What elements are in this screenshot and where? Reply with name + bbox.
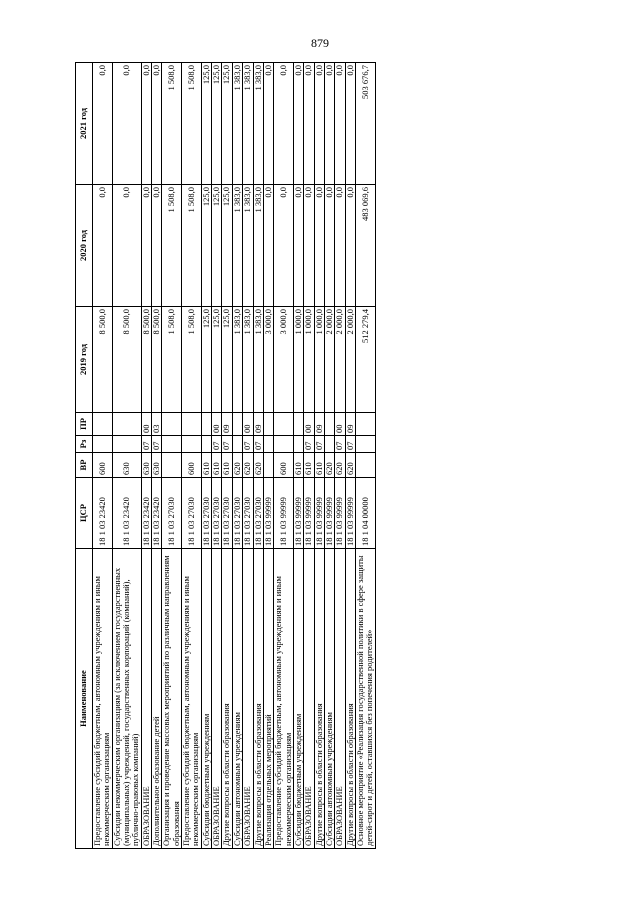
row-rz <box>293 436 303 453</box>
table-body <box>93 63 376 849</box>
row-rz: 07 <box>335 436 345 453</box>
row-value-2021: 125,0 <box>212 63 222 185</box>
row-value-2019: 2 000,0 <box>345 307 355 413</box>
row-rz: 07 <box>345 436 355 453</box>
row-value-2021: 0,0 <box>112 63 141 185</box>
row-vr: 620 <box>345 453 355 478</box>
row-value-2019: 1 383,0 <box>232 307 242 413</box>
row-rz <box>232 436 242 453</box>
row-pr <box>232 413 242 436</box>
row-value-2020: 1 383,0 <box>243 185 253 307</box>
row-csr: 18 1 03 99999 <box>345 478 355 549</box>
row-value-2020: 125,0 <box>212 185 222 307</box>
row-vr: 610 <box>293 453 303 478</box>
row-value-2020: 0,0 <box>263 185 273 307</box>
row-csr: 18 1 03 99999 <box>263 478 273 549</box>
row-vr: 630 <box>141 453 151 478</box>
row-pr <box>293 413 303 436</box>
row-name: Основное мероприятие «Реализация государственной политики в сфере защиты детей-сирот и детей, оставшихся без попечения родителей» <box>355 549 375 849</box>
row-value-2021: 0,0 <box>324 63 334 185</box>
row-pr <box>324 413 334 436</box>
row-csr: 18 1 03 23420 <box>93 478 113 549</box>
table-row <box>263 63 273 849</box>
row-vr: 620 <box>243 453 253 478</box>
row-csr: 18 1 03 27030 <box>243 478 253 549</box>
row-vr: 610 <box>201 453 211 478</box>
row-value-2020: 1 508,0 <box>162 185 182 307</box>
row-csr: 18 1 03 27030 <box>201 478 211 549</box>
row-csr: 18 1 03 99999 <box>314 478 324 549</box>
row-value-2021: 1 383,0 <box>232 63 242 185</box>
row-vr: 600 <box>93 453 113 478</box>
row-rz: 07 <box>304 436 314 453</box>
row-csr: 18 1 03 27030 <box>182 478 202 549</box>
row-value-2021: 0,0 <box>141 63 151 185</box>
row-value-2019: 8 500,0 <box>152 307 162 413</box>
row-csr: 18 1 03 99999 <box>293 478 303 549</box>
row-vr: 630 <box>112 453 141 478</box>
row-name: ОБРАЗОВАНИЕ <box>304 549 314 849</box>
header-csr: ЦСР <box>76 478 93 549</box>
row-value-2020: 0,0 <box>293 185 303 307</box>
row-csr: 18 1 03 27030 <box>232 478 242 549</box>
row-pr: 03 <box>152 413 162 436</box>
row-csr: 18 1 03 23420 <box>152 478 162 549</box>
row-value-2020: 0,0 <box>93 185 113 307</box>
row-name: Дополнительное образование детей <box>152 549 162 849</box>
row-rz <box>93 436 113 453</box>
row-name: Другие вопросы в области образования <box>314 549 324 849</box>
row-value-2020: 0,0 <box>324 185 334 307</box>
row-csr: 18 1 03 99999 <box>304 478 314 549</box>
row-value-2020: 0,0 <box>141 185 151 307</box>
row-rz: 07 <box>152 436 162 453</box>
row-rz <box>182 436 202 453</box>
page-number: 879 <box>311 36 329 50</box>
row-value-2019: 8 500,0 <box>112 307 141 413</box>
row-vr: 620 <box>324 453 334 478</box>
row-value-2020: 0,0 <box>274 185 294 307</box>
row-name: Другие вопросы в области образования <box>222 549 232 849</box>
row-value-2019: 2 000,0 <box>335 307 345 413</box>
row-value-2020: 1 383,0 <box>253 185 263 307</box>
row-csr: 18 1 03 99999 <box>324 478 334 549</box>
row-value-2021: 0,0 <box>93 63 113 185</box>
row-value-2021: 0,0 <box>263 63 273 185</box>
row-value-2021: 1 383,0 <box>243 63 253 185</box>
row-pr <box>201 413 211 436</box>
row-vr <box>263 453 273 478</box>
row-value-2019: 1 508,0 <box>182 307 202 413</box>
row-pr: 09 <box>314 413 324 436</box>
header-2021: 2021 год <box>76 63 93 185</box>
row-name: ОБРАЗОВАНИЕ <box>243 549 253 849</box>
row-name: Предоставление субсидий бюджетным, автономным учреждениям и иным некоммерческим организациям <box>274 549 294 849</box>
table-row <box>182 63 202 849</box>
row-pr: 00 <box>212 413 222 436</box>
row-vr: 610 <box>212 453 222 478</box>
row-name: Другие вопросы в области образования <box>345 549 355 849</box>
row-value-2019: 1 383,0 <box>253 307 263 413</box>
row-csr: 18 1 03 99999 <box>274 478 294 549</box>
row-rz <box>112 436 141 453</box>
row-value-2019: 1 000,0 <box>293 307 303 413</box>
header-vr: ВР <box>76 453 93 478</box>
row-name: Субсидии автономным учреждениям <box>232 549 242 849</box>
row-value-2020: 125,0 <box>222 185 232 307</box>
table-row <box>212 63 222 849</box>
row-value-2020: 0,0 <box>335 185 345 307</box>
row-pr <box>162 413 182 436</box>
row-value-2020: 0,0 <box>345 185 355 307</box>
row-vr <box>162 453 182 478</box>
row-value-2020: 483 069,6 <box>355 185 375 307</box>
row-name: Предоставление субсидий бюджетным, автономным учреждениям и иным некоммерческим организациям <box>182 549 202 849</box>
row-rz: 07 <box>212 436 222 453</box>
header-rz: Рз <box>76 436 93 453</box>
row-value-2021: 1 383,0 <box>253 63 263 185</box>
table-row <box>243 63 253 849</box>
table-row <box>253 63 263 849</box>
row-value-2019: 125,0 <box>201 307 211 413</box>
header-2019: 2019 год <box>76 307 93 413</box>
row-value-2020: 0,0 <box>152 185 162 307</box>
table-row <box>141 63 151 849</box>
row-pr: 00 <box>141 413 151 436</box>
row-rz: 07 <box>141 436 151 453</box>
header-pr: ПР <box>76 413 93 436</box>
row-value-2020: 1 383,0 <box>232 185 242 307</box>
row-name: ОБРАЗОВАНИЕ <box>212 549 222 849</box>
table-row <box>324 63 334 849</box>
row-vr: 610 <box>304 453 314 478</box>
row-value-2021: 1 508,0 <box>162 63 182 185</box>
row-name: ОБРАЗОВАНИЕ <box>335 549 345 849</box>
row-rz <box>355 436 375 453</box>
row-value-2019: 8 500,0 <box>141 307 151 413</box>
table-header-row <box>76 63 93 849</box>
row-value-2019: 125,0 <box>212 307 222 413</box>
row-pr: 09 <box>345 413 355 436</box>
row-vr: 620 <box>232 453 242 478</box>
row-value-2021: 503 676,7 <box>355 63 375 185</box>
row-pr: 09 <box>253 413 263 436</box>
row-value-2020: 1 508,0 <box>182 185 202 307</box>
row-value-2020: 0,0 <box>314 185 324 307</box>
row-value-2021: 1 508,0 <box>182 63 202 185</box>
row-vr: 610 <box>222 453 232 478</box>
row-pr <box>263 413 273 436</box>
row-vr: 620 <box>335 453 345 478</box>
row-name: Субсидии бюджетным учреждениям <box>293 549 303 849</box>
table-row <box>355 63 375 849</box>
row-name: Субсидии бюджетным учреждениям <box>201 549 211 849</box>
row-csr: 18 1 03 27030 <box>212 478 222 549</box>
row-value-2020: 125,0 <box>201 185 211 307</box>
header-name: Наименование <box>76 549 93 849</box>
row-value-2020: 0,0 <box>304 185 314 307</box>
row-value-2021: 0,0 <box>293 63 303 185</box>
row-csr: 18 1 03 99999 <box>335 478 345 549</box>
row-value-2020: 0,0 <box>112 185 141 307</box>
row-rz: 07 <box>243 436 253 453</box>
row-rz <box>162 436 182 453</box>
row-pr: 00 <box>243 413 253 436</box>
row-rz: 07 <box>253 436 263 453</box>
row-value-2019: 1 508,0 <box>162 307 182 413</box>
table-row <box>201 63 211 849</box>
row-name: Предоставление субсидий бюджетным, автономным учреждениям и иным некоммерческим организациям <box>93 549 113 849</box>
table-row <box>93 63 113 849</box>
row-csr: 18 1 03 27030 <box>222 478 232 549</box>
row-pr: 09 <box>222 413 232 436</box>
row-name: Организация и проведение массовых мероприятий по различным направлениям образования <box>162 549 182 849</box>
row-value-2019: 8 500,0 <box>93 307 113 413</box>
row-name: Субсидии автономным учреждениям <box>324 549 334 849</box>
row-value-2019: 3 000,0 <box>263 307 273 413</box>
row-vr: 610 <box>314 453 324 478</box>
row-value-2019: 1 000,0 <box>314 307 324 413</box>
row-name: Другие вопросы в области образования <box>253 549 263 849</box>
table-row <box>304 63 314 849</box>
row-value-2019: 1 383,0 <box>243 307 253 413</box>
row-value-2021: 0,0 <box>345 63 355 185</box>
row-value-2021: 0,0 <box>304 63 314 185</box>
row-name: Субсидии некоммерческим организациям (за исключением государственных (муниципальных) учреждений, государственных корпораций (компаний), публично-правовых компаний) <box>112 549 141 849</box>
row-csr: 18 1 03 27030 <box>162 478 182 549</box>
table-row <box>335 63 345 849</box>
table-row <box>274 63 294 849</box>
row-value-2021: 0,0 <box>314 63 324 185</box>
row-vr: 630 <box>152 453 162 478</box>
table-row <box>112 63 141 849</box>
table-row <box>232 63 242 849</box>
row-csr: 18 1 03 27030 <box>253 478 263 549</box>
row-rz: 07 <box>314 436 324 453</box>
table-row <box>152 63 162 849</box>
header-2020: 2020 год <box>76 185 93 307</box>
row-value-2021: 0,0 <box>335 63 345 185</box>
row-pr <box>112 413 141 436</box>
row-csr: 18 1 03 23420 <box>112 478 141 549</box>
row-pr <box>274 413 294 436</box>
row-pr <box>182 413 202 436</box>
row-value-2021: 125,0 <box>201 63 211 185</box>
table-row <box>345 63 355 849</box>
row-value-2021: 125,0 <box>222 63 232 185</box>
row-pr: 00 <box>304 413 314 436</box>
row-value-2019: 1 000,0 <box>304 307 314 413</box>
table-row <box>293 63 303 849</box>
row-vr: 620 <box>253 453 263 478</box>
row-value-2021: 0,0 <box>274 63 294 185</box>
row-rz: 07 <box>222 436 232 453</box>
row-rz <box>263 436 273 453</box>
table-row <box>162 63 182 849</box>
row-value-2019: 3 000,0 <box>274 307 294 413</box>
row-rz <box>201 436 211 453</box>
row-csr: 18 1 03 23420 <box>141 478 151 549</box>
rotated-table-container <box>75 63 576 849</box>
row-vr: 600 <box>182 453 202 478</box>
row-vr <box>355 453 375 478</box>
row-vr: 600 <box>274 453 294 478</box>
row-value-2019: 2 000,0 <box>324 307 334 413</box>
row-csr: 18 1 04 00000 <box>355 478 375 549</box>
row-rz <box>274 436 294 453</box>
row-pr <box>93 413 113 436</box>
row-value-2019: 125,0 <box>222 307 232 413</box>
table-row <box>314 63 324 849</box>
row-value-2021: 0,0 <box>152 63 162 185</box>
table-row <box>222 63 232 849</box>
row-name: Реализация отдельных мероприятий <box>263 549 273 849</box>
budget-table <box>75 62 376 849</box>
row-pr <box>355 413 375 436</box>
row-name: ОБРАЗОВАНИЕ <box>141 549 151 849</box>
row-rz <box>324 436 334 453</box>
row-value-2019: 512 279,4 <box>355 307 375 413</box>
row-pr: 00 <box>335 413 345 436</box>
